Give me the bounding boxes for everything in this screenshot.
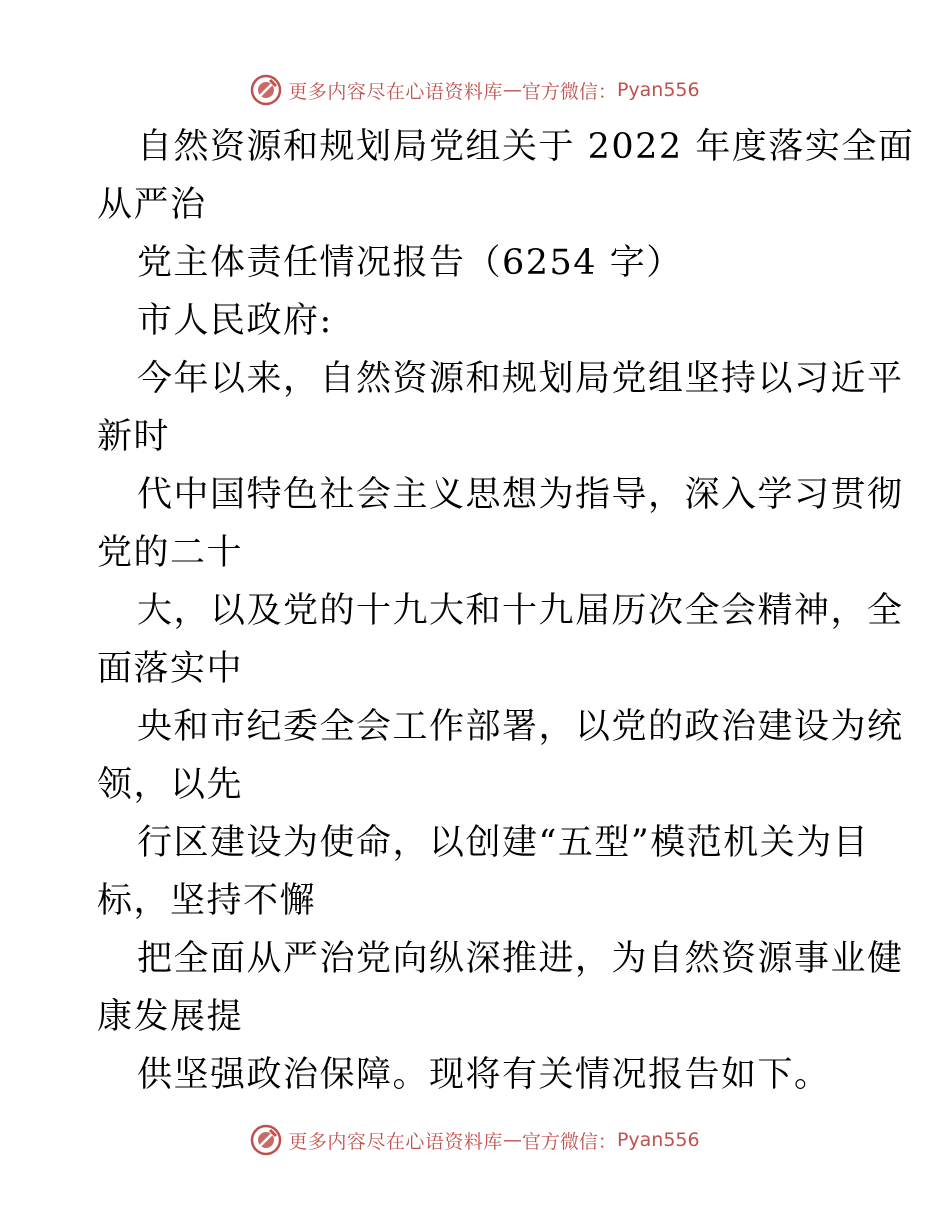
footer-banner <box>0 1122 950 1158</box>
header-banner-separator: — <box>502 79 522 101</box>
paragraph-line: 今年以来，自然资源和规划局党组坚持以习近平 <box>137 359 904 399</box>
brand-logo-icon <box>250 1124 282 1156</box>
footer-banner-separator: — <box>502 1129 522 1151</box>
paragraph-line: 面落实中 <box>97 649 244 689</box>
paragraph-line: 领，以先 <box>97 765 244 805</box>
paragraph-line: 新时 <box>97 417 171 457</box>
paragraph-line: 供坚强政治保障。现将有关情况报告如下。 <box>137 1055 831 1095</box>
paragraph-line: 把全面从严治党向纵深推进，为自然资源事业健 <box>137 939 904 979</box>
header-wechat-id: Pyan556 <box>616 79 700 101</box>
footer-wechat-label: 官方微信： <box>521 1130 617 1153</box>
salutation: 市人民政府: <box>137 301 333 341</box>
brand-logo-icon <box>250 74 282 106</box>
footer-wechat-id: Pyan556 <box>616 1129 700 1151</box>
title-line-2: 从严治 <box>97 185 207 225</box>
paragraph-line: 行区建设为使命，以创建“五型”模范机关为目 <box>137 823 870 863</box>
paragraph-line: 代中国特色社会主义思想为指导，深入学习贯彻 <box>137 475 904 515</box>
header-wechat-label: 官方微信： <box>521 80 617 103</box>
paragraph-line: 党的二十 <box>97 533 244 573</box>
header-banner <box>0 72 950 108</box>
paragraph-line: 央和市纪委全会工作部署，以党的政治建设为统 <box>137 707 904 747</box>
title-line-3: 党主体责任情况报告（6254 字） <box>137 243 683 283</box>
header-banner-text: 更多内容尽在心语资料库 <box>288 80 503 103</box>
footer-banner-text: 更多内容尽在心语资料库 <box>288 1130 503 1153</box>
paragraph-line: 标，坚持不懈 <box>97 881 317 921</box>
paragraph-line: 康发展提 <box>97 997 244 1037</box>
title-line-1: 自然资源和规划局党组关于 2022 年度落实全面 <box>137 127 915 167</box>
paragraph-line: 大，以及党的十九大和十九届历次全会精神，全 <box>137 591 904 631</box>
document-body <box>97 118 915 1104</box>
